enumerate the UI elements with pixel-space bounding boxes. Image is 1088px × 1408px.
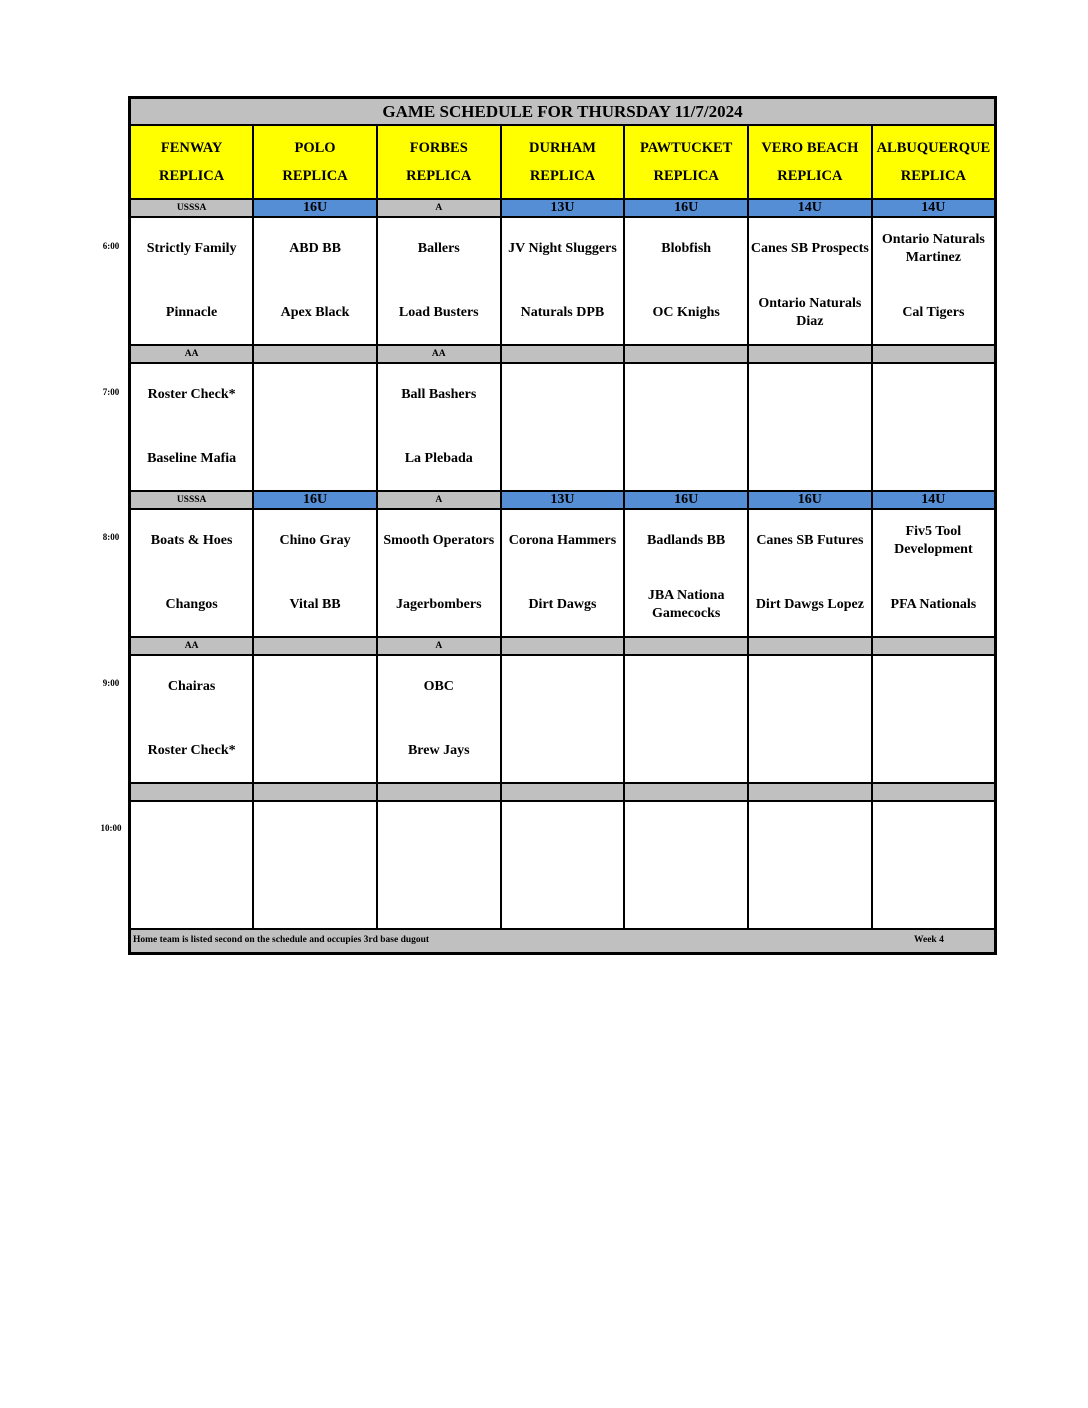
division-row <box>130 637 996 655</box>
division-label: AA <box>130 637 254 655</box>
away-team: Corona Hammers <box>508 533 617 548</box>
division-label: USSSA <box>130 491 254 509</box>
home-team: Pinnacle <box>165 305 218 320</box>
home-team: Baseline Mafia <box>147 451 237 466</box>
home-team: Apex Black <box>280 305 350 320</box>
field-header-albuquerque <box>872 125 996 199</box>
division-label: 14U <box>872 199 996 217</box>
division-label <box>748 637 872 655</box>
division-label <box>748 345 872 363</box>
division-label <box>253 783 377 801</box>
field-subtitle: REPLICA <box>406 168 472 184</box>
field-subtitle: REPLICA <box>282 168 348 184</box>
time-label: 6:00 <box>102 241 120 251</box>
game-cell <box>624 801 748 929</box>
division-label <box>130 783 254 801</box>
game-cell <box>748 363 872 491</box>
field-header-row <box>130 125 996 199</box>
game-cell <box>748 509 872 637</box>
week-label: Week 4 <box>914 935 944 945</box>
game-cell <box>253 655 377 783</box>
home-team: Changos <box>165 597 218 612</box>
game-cell <box>130 655 254 783</box>
away-team: ABD BB <box>289 241 341 256</box>
home-team: Jagerbombers <box>395 597 482 612</box>
division-label <box>253 637 377 655</box>
field-name: ALBUQUERQUE <box>876 140 991 156</box>
division-label: 16U <box>748 491 872 509</box>
division-label: USSSA <box>130 199 254 217</box>
field-subtitle: REPLICA <box>777 168 843 184</box>
game-cell <box>872 217 996 345</box>
time-label: 9:00 <box>102 677 120 688</box>
time-label: 8:00 <box>102 532 120 542</box>
field-header-fenway <box>130 125 254 199</box>
away-team: Roster Check* <box>147 387 236 402</box>
game-cell <box>130 217 254 345</box>
game-cell <box>872 655 996 783</box>
game-cell <box>253 509 377 637</box>
division-label <box>748 783 872 801</box>
game-cell <box>253 217 377 345</box>
home-team: Naturals DPB <box>520 305 605 320</box>
home-team: Load Busters <box>398 305 479 320</box>
game-cell <box>130 801 254 929</box>
away-team: Ontario Naturals Martinez <box>881 232 985 265</box>
away-team: JV Night Sluggers <box>508 241 617 256</box>
division-label: A <box>377 637 501 655</box>
footer-row <box>130 929 996 954</box>
away-team: Fiv5 Tool Development <box>894 524 973 557</box>
home-team: Dirt Dawgs Lopez <box>755 597 864 612</box>
field-name: DURHAM <box>529 140 596 156</box>
game-cell <box>130 509 254 637</box>
division-row <box>130 345 996 363</box>
division-row <box>130 199 996 217</box>
home-team: JBA Nationa Gamecocks <box>647 588 725 621</box>
game-cell <box>501 509 625 637</box>
game-cell <box>748 801 872 929</box>
division-label <box>624 637 748 655</box>
division-label: A <box>377 491 501 509</box>
division-label: 14U <box>872 491 996 509</box>
field-header-polo <box>253 125 377 199</box>
division-label <box>253 345 377 363</box>
game-cell <box>377 217 501 345</box>
division-label <box>872 783 996 801</box>
game-cell <box>624 363 748 491</box>
home-team: La Plebada <box>404 451 473 466</box>
away-team: Smooth Operators <box>383 533 495 548</box>
division-row <box>130 491 996 509</box>
game-cell <box>377 655 501 783</box>
division-label: 16U <box>624 199 748 217</box>
away-team: Canes SB Prospects <box>750 241 869 256</box>
division-label: A <box>377 199 501 217</box>
home-team: Dirt Dawgs <box>528 597 597 612</box>
field-subtitle: REPLICA <box>900 168 966 184</box>
field-subtitle: REPLICA <box>653 168 719 184</box>
game-row <box>130 801 996 929</box>
game-row <box>130 509 996 637</box>
game-cell <box>872 509 996 637</box>
division-label: 13U <box>501 199 625 217</box>
division-label: 14U <box>748 199 872 217</box>
footer-note: Home team is listed second on the schedule and occupies 3rd base dugout <box>133 935 430 945</box>
home-team: OC Knighs <box>652 305 720 320</box>
game-cell <box>501 363 625 491</box>
division-label <box>501 345 625 363</box>
field-header-vero-beach <box>748 125 872 199</box>
division-label: AA <box>377 345 501 363</box>
away-team: Strictly Family <box>146 241 237 256</box>
home-team: Ontario Naturals Diaz <box>758 296 862 329</box>
division-row <box>130 783 996 801</box>
schedule-title: GAME SCHEDULE FOR THURSDAY 11/7/2024 <box>130 98 996 126</box>
field-header-durham <box>501 125 625 199</box>
game-cell <box>872 363 996 491</box>
game-row <box>130 655 996 783</box>
away-team: Blobfish <box>661 241 712 256</box>
away-team: Ballers <box>417 241 460 256</box>
division-label <box>624 783 748 801</box>
division-label: AA <box>130 345 254 363</box>
game-cell <box>501 655 625 783</box>
game-cell <box>501 217 625 345</box>
away-team: Ball Bashers <box>401 387 477 402</box>
game-cell <box>748 217 872 345</box>
game-cell <box>130 363 254 491</box>
schedule-table <box>128 96 997 955</box>
footer-cell <box>130 929 996 954</box>
away-team: Canes SB Futures <box>756 533 864 548</box>
division-label <box>377 783 501 801</box>
game-cell <box>501 801 625 929</box>
game-cell <box>253 363 377 491</box>
division-label: 16U <box>253 199 377 217</box>
field-subtitle: REPLICA <box>158 168 225 184</box>
away-team: Boats & Hoes <box>150 533 233 548</box>
game-cell <box>624 655 748 783</box>
division-label <box>501 637 625 655</box>
field-name: VERO BEACH <box>761 140 859 156</box>
game-row <box>130 217 996 345</box>
field-name: FORBES <box>409 140 468 156</box>
game-row <box>130 363 996 491</box>
game-cell <box>377 509 501 637</box>
home-team: Vital BB <box>289 597 341 612</box>
field-name: POLO <box>294 140 336 156</box>
time-label: 10:00 <box>100 823 122 833</box>
game-cell <box>377 801 501 929</box>
division-label: 16U <box>253 491 377 509</box>
away-team: Badlands BB <box>647 533 726 548</box>
home-team: Cal Tigers <box>902 305 965 320</box>
division-label <box>872 637 996 655</box>
division-label <box>624 345 748 363</box>
home-team: Roster Check* <box>147 743 236 758</box>
field-header-forbes <box>377 125 501 199</box>
game-cell <box>872 801 996 929</box>
division-label <box>501 783 625 801</box>
home-team: PFA Nationals <box>890 597 977 612</box>
field-name: PAWTUCKET <box>639 140 733 156</box>
division-label <box>872 345 996 363</box>
field-subtitle: REPLICA <box>529 168 596 184</box>
schedule-sheet <box>128 96 994 955</box>
game-cell <box>253 801 377 929</box>
field-name: FENWAY <box>160 140 223 156</box>
game-cell <box>377 363 501 491</box>
game-cell <box>624 509 748 637</box>
away-team: OBC <box>423 679 454 694</box>
division-label: 16U <box>624 491 748 509</box>
field-header-pawtucket <box>624 125 748 199</box>
game-cell <box>624 217 748 345</box>
home-team: Brew Jays <box>407 743 470 758</box>
time-label: 7:00 <box>102 386 120 397</box>
away-team: Chairas <box>167 679 216 694</box>
away-team: Chino Gray <box>279 533 351 548</box>
game-cell <box>748 655 872 783</box>
division-label: 13U <box>501 491 625 509</box>
